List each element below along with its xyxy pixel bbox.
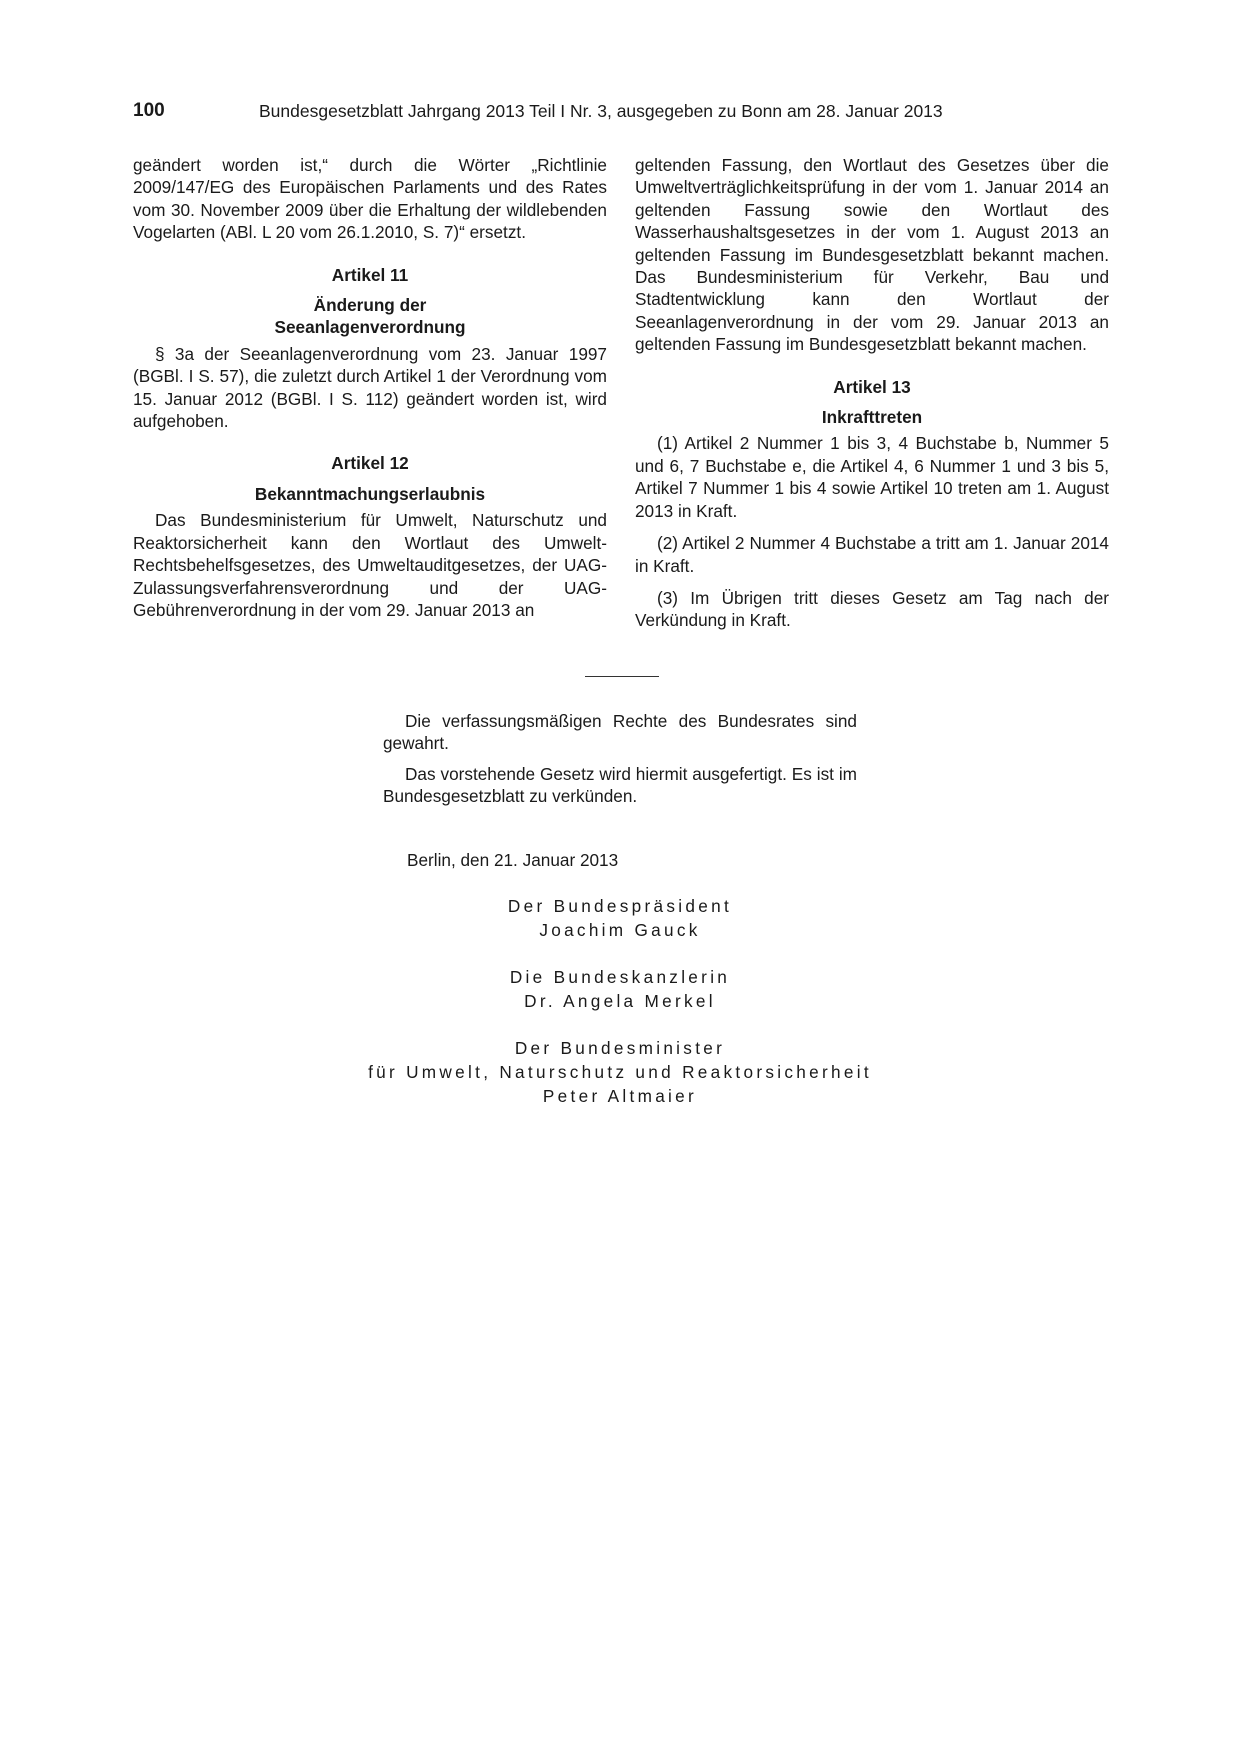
article-13-number: Artikel 13 [833, 376, 911, 397]
gazette-title: Bundesgesetzblatt Jahrgang 2013 Teil I Nr. 3, ausgegeben zu Bonn am 28. Januar 2013 [259, 101, 943, 121]
article-12-title: Bekanntmachungserlaubnis [254, 483, 486, 504]
article-11-text: § 3a der Seeanlagenverordnung vom 23. Januar 1997 (BGBl. I S. 57), die zuletzt durch Artikel 1 der Verordnung vom 15. Januar 2012 (BGBl. I S. 112) geändert worden ist, wird aufgehoben. [133, 343, 607, 432]
article-11-title-line2: Seeanlagenverordnung [274, 317, 466, 338]
article-11-title [133, 294, 607, 339]
signatory-role: Der Bundespräsident [507, 896, 733, 916]
article-12-text: Das Bundesministerium für Umwelt, Naturschutz und Reaktorsicherheit kann den Wortlaut des Umwelt-Rechtsbehelfsgesetzes, des Umweltauditgesetzes, der UAG-Zulassungsverfahrensverordnung und der UAG-Gebührenverordnung in der vom 29. Januar 2013 an [133, 510, 607, 620]
continued-paragraph: geändert worden ist,“ durch die Wörter „Richtlinie 2009/147/EG des Europäischen Parlaments und des Rates vom 30. November 2009 über die Erhaltung der wildlebenden Vogelarten (ABl. L 20 vom 26.1.2010, S. 7)“ ersetzt. [133, 155, 607, 243]
signature-chancellor [300, 965, 940, 1013]
article-11-number: Artikel 11 [331, 264, 409, 285]
article-11-title-line1: Änderung der [313, 295, 427, 316]
signatory-name: Joachim Gauck [539, 920, 701, 940]
rights-statement: Die verfassungsmäßigen Rechte des Bundesrates sind gewahrt. [383, 711, 857, 754]
promulgation-statement: Das vorstehende Gesetz wird hiermit ausgefertigt. Es ist im Bundesgesetzblatt zu verkünden. [383, 763, 857, 807]
signatory-role-line2: für Umwelt, Naturschutz und Reaktorsicherheit [368, 1062, 872, 1082]
continued-paragraph-right: geltenden Fassung, den Wortlaut des Gesetzes über die Umweltverträglichkeitsprüfung in der vom 1. Januar 2014 an geltenden Fassung sowie den Wortlaut des Wasserhaushaltsgesetzes in der vom 1. August 2013 an geltenden Fassung im Bundesgesetzblatt bekannt machen. Das Bundesministerium für Verkehr, Bau und Stadtentwicklung kann den Wortlaut der Seeanlagenverordnung in der vom 29. Januar 2013 an geltenden Fassung im Bundesgesetzblatt bekannt machen. [635, 155, 1109, 355]
signature-minister [300, 1036, 940, 1108]
signature-block [300, 894, 940, 1131]
article-13-para-3: (3) Im Übrigen tritt dieses Gesetz am Tag nach der Verkündung in Kraft. [635, 587, 1109, 631]
page-number: 100 [133, 100, 165, 121]
section-divider [585, 676, 659, 677]
closing-formula [383, 710, 857, 816]
article-13-title: Inkrafttreten [821, 407, 923, 428]
place-date: Berlin, den 21. Januar 2013 [407, 850, 619, 870]
article-13-para-1: (1) Artikel 2 Nummer 1 bis 3, 4 Buchstabe b, Nummer 5 und 6, 7 Buchstabe e, die Artikel 4, 6 Nummer 1 und 3 bis 5, Artikel 7 Nummer 1 bis 4 sowie Artikel 10 treten am 1. August 2013 in Kraft. [635, 433, 1109, 521]
right-column [635, 154, 1109, 642]
signatory-name: Dr. Angela Merkel [524, 991, 716, 1011]
article-12-number: Artikel 12 [331, 453, 409, 474]
signature-president [300, 894, 940, 942]
signatory-name: Peter Altmaier [542, 1086, 698, 1106]
signatory-role: Die Bundeskanzlerin [509, 967, 731, 987]
signatory-role: Der Bundesminister [514, 1038, 726, 1058]
article-13-para-2: (2) Artikel 2 Nummer 4 Buchstabe a tritt am 1. Januar 2014 in Kraft. [635, 533, 1109, 576]
left-column [133, 154, 607, 631]
